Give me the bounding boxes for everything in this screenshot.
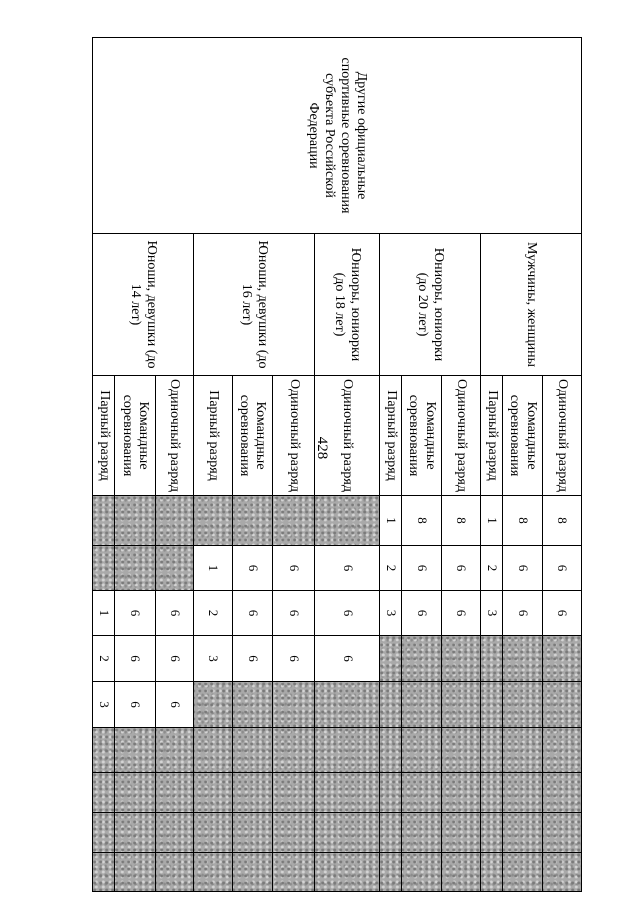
cell-value: 8 [441, 496, 480, 546]
shaded-cell [441, 636, 480, 682]
shaded-cell [115, 496, 155, 546]
shaded-cell [115, 813, 155, 853]
cell-value: 6 [232, 591, 272, 636]
shaded-cell [115, 546, 155, 591]
shaded-cell [481, 813, 503, 853]
section-cell: Другие официальные спортивные соревнования субъекта Российской Федерации [93, 38, 582, 234]
cell-value: 6 [441, 591, 480, 636]
cell-value: 6 [402, 591, 441, 636]
shaded-cell [272, 682, 314, 728]
row-label: Командные соревнования [402, 376, 441, 496]
shaded-cell [481, 773, 503, 813]
shaded-cell [481, 636, 503, 682]
cell-value: 8 [542, 496, 581, 546]
shaded-cell [503, 773, 542, 813]
shaded-cell [402, 813, 441, 853]
shaded-cell [380, 728, 402, 773]
shaded-cell [232, 773, 272, 813]
shaded-cell [503, 813, 542, 853]
shaded-cell [272, 728, 314, 773]
row-label: Командные соревнования [232, 376, 272, 496]
shaded-cell [272, 853, 314, 892]
cell-value: 6 [441, 546, 480, 591]
shaded-cell [402, 636, 441, 682]
shaded-cell [115, 853, 155, 892]
cell-value: 6 [115, 682, 155, 728]
shaded-cell [194, 813, 232, 853]
shaded-cell [194, 728, 232, 773]
cell-value: 6 [272, 546, 314, 591]
cell-value: 1 [481, 496, 503, 546]
shaded-cell [232, 496, 272, 546]
row-label: Одиночный разряд [441, 376, 480, 496]
sports-ranks-table [92, 37, 582, 892]
shaded-cell [272, 813, 314, 853]
shaded-cell [380, 813, 402, 853]
shaded-cell [441, 773, 480, 813]
shaded-cell [93, 728, 115, 773]
shaded-cell [232, 682, 272, 728]
shaded-cell [542, 773, 581, 813]
shaded-cell [441, 682, 480, 728]
shaded-cell [272, 773, 314, 813]
cell-value: 6 [232, 546, 272, 591]
row-label: Парный разряд [194, 376, 232, 496]
shaded-cell [402, 682, 441, 728]
cell-value: 3 [481, 591, 503, 636]
shaded-cell [155, 773, 193, 813]
shaded-cell [155, 496, 193, 546]
cell-value: 6 [272, 591, 314, 636]
shaded-cell [155, 853, 193, 892]
group-name: Юноши, девушки (до 16 лет) [194, 234, 315, 376]
cell-value: 6 [542, 546, 581, 591]
shaded-cell [93, 546, 115, 591]
shaded-cell [542, 853, 581, 892]
shaded-cell [232, 813, 272, 853]
shaded-cell [93, 773, 115, 813]
shaded-cell [115, 773, 155, 813]
shaded-cell [315, 813, 380, 853]
shaded-cell [232, 853, 272, 892]
shaded-cell [315, 728, 380, 773]
shaded-cell [115, 728, 155, 773]
cell-value: 6 [155, 636, 193, 682]
shaded-cell [481, 682, 503, 728]
row-label: Одиночный разряд [155, 376, 193, 496]
shaded-cell [380, 682, 402, 728]
row-label: Одиночный разряд [272, 376, 314, 496]
shaded-cell [315, 853, 380, 892]
shaded-cell [542, 728, 581, 773]
cell-value: 1 [194, 546, 232, 591]
cell-value: 2 [380, 546, 402, 591]
shaded-cell [315, 496, 380, 546]
shaded-cell [315, 773, 380, 813]
cell-value: 3 [380, 591, 402, 636]
shaded-cell [481, 853, 503, 892]
cell-value: 1 [380, 496, 402, 546]
cell-value: 2 [93, 636, 115, 682]
cell-value: 6 [115, 636, 155, 682]
shaded-cell [155, 728, 193, 773]
shaded-cell [93, 813, 115, 853]
row-label: Командные соревнования [503, 376, 542, 496]
shaded-cell [503, 853, 542, 892]
row-label: Одиночный разряд [542, 376, 581, 496]
row-label: Парный разряд [481, 376, 503, 496]
cell-value: 6 [503, 591, 542, 636]
cell-value: 3 [194, 636, 232, 682]
cell-value: 6 [232, 636, 272, 682]
cell-value: 1 [93, 591, 115, 636]
shaded-cell [194, 682, 232, 728]
cell-value: 6 [315, 636, 380, 682]
cell-value: 8 [503, 496, 542, 546]
shaded-cell [402, 728, 441, 773]
shaded-cell [441, 853, 480, 892]
shaded-cell [232, 728, 272, 773]
cell-value: 2 [481, 546, 503, 591]
cell-value: 6 [315, 591, 380, 636]
shaded-cell [542, 636, 581, 682]
shaded-cell [194, 496, 232, 546]
shaded-cell [93, 853, 115, 892]
cell-value: 6 [155, 591, 193, 636]
cell-value: 6 [315, 546, 380, 591]
cell-value: 6 [115, 591, 155, 636]
shaded-cell [441, 728, 480, 773]
row-label: Командные соревнования [115, 376, 155, 496]
shaded-cell [542, 682, 581, 728]
shaded-cell [503, 636, 542, 682]
group-name: Юниоры, юниорки (до 18 лет) [315, 234, 380, 376]
cell-value: 6 [402, 546, 441, 591]
shaded-cell [380, 636, 402, 682]
shaded-cell [481, 728, 503, 773]
shaded-cell [380, 853, 402, 892]
shaded-cell [93, 496, 115, 546]
shaded-cell [155, 546, 193, 591]
group-name: Мужчины, женщины [481, 234, 582, 376]
shaded-cell [402, 773, 441, 813]
row-label: Парный разряд [380, 376, 402, 496]
shaded-cell [503, 682, 542, 728]
shaded-cell [194, 773, 232, 813]
cell-value: 2 [194, 591, 232, 636]
shaded-cell [441, 813, 480, 853]
shaded-cell [155, 813, 193, 853]
cell-value: 3 [93, 682, 115, 728]
shaded-cell [194, 853, 232, 892]
row-label: Парный разряд [93, 376, 115, 496]
row-label: Одиночный разряд [315, 376, 380, 496]
shaded-cell [315, 682, 380, 728]
cell-value: 6 [503, 546, 542, 591]
cell-value: 6 [155, 682, 193, 728]
shaded-cell [272, 496, 314, 546]
cell-value: 6 [272, 636, 314, 682]
table-row [542, 38, 581, 892]
shaded-cell [402, 853, 441, 892]
page-number: 428 [314, 436, 330, 460]
rotated-table-container [92, 37, 582, 851]
cell-value: 6 [542, 591, 581, 636]
shaded-cell [380, 773, 402, 813]
group-name: Юниоры, юниорки (до 20 лет) [380, 234, 481, 376]
cell-value: 8 [402, 496, 441, 546]
shaded-cell [542, 813, 581, 853]
group-name: Юноши, девушки (до 14 лет) [93, 234, 194, 376]
shaded-cell [503, 728, 542, 773]
